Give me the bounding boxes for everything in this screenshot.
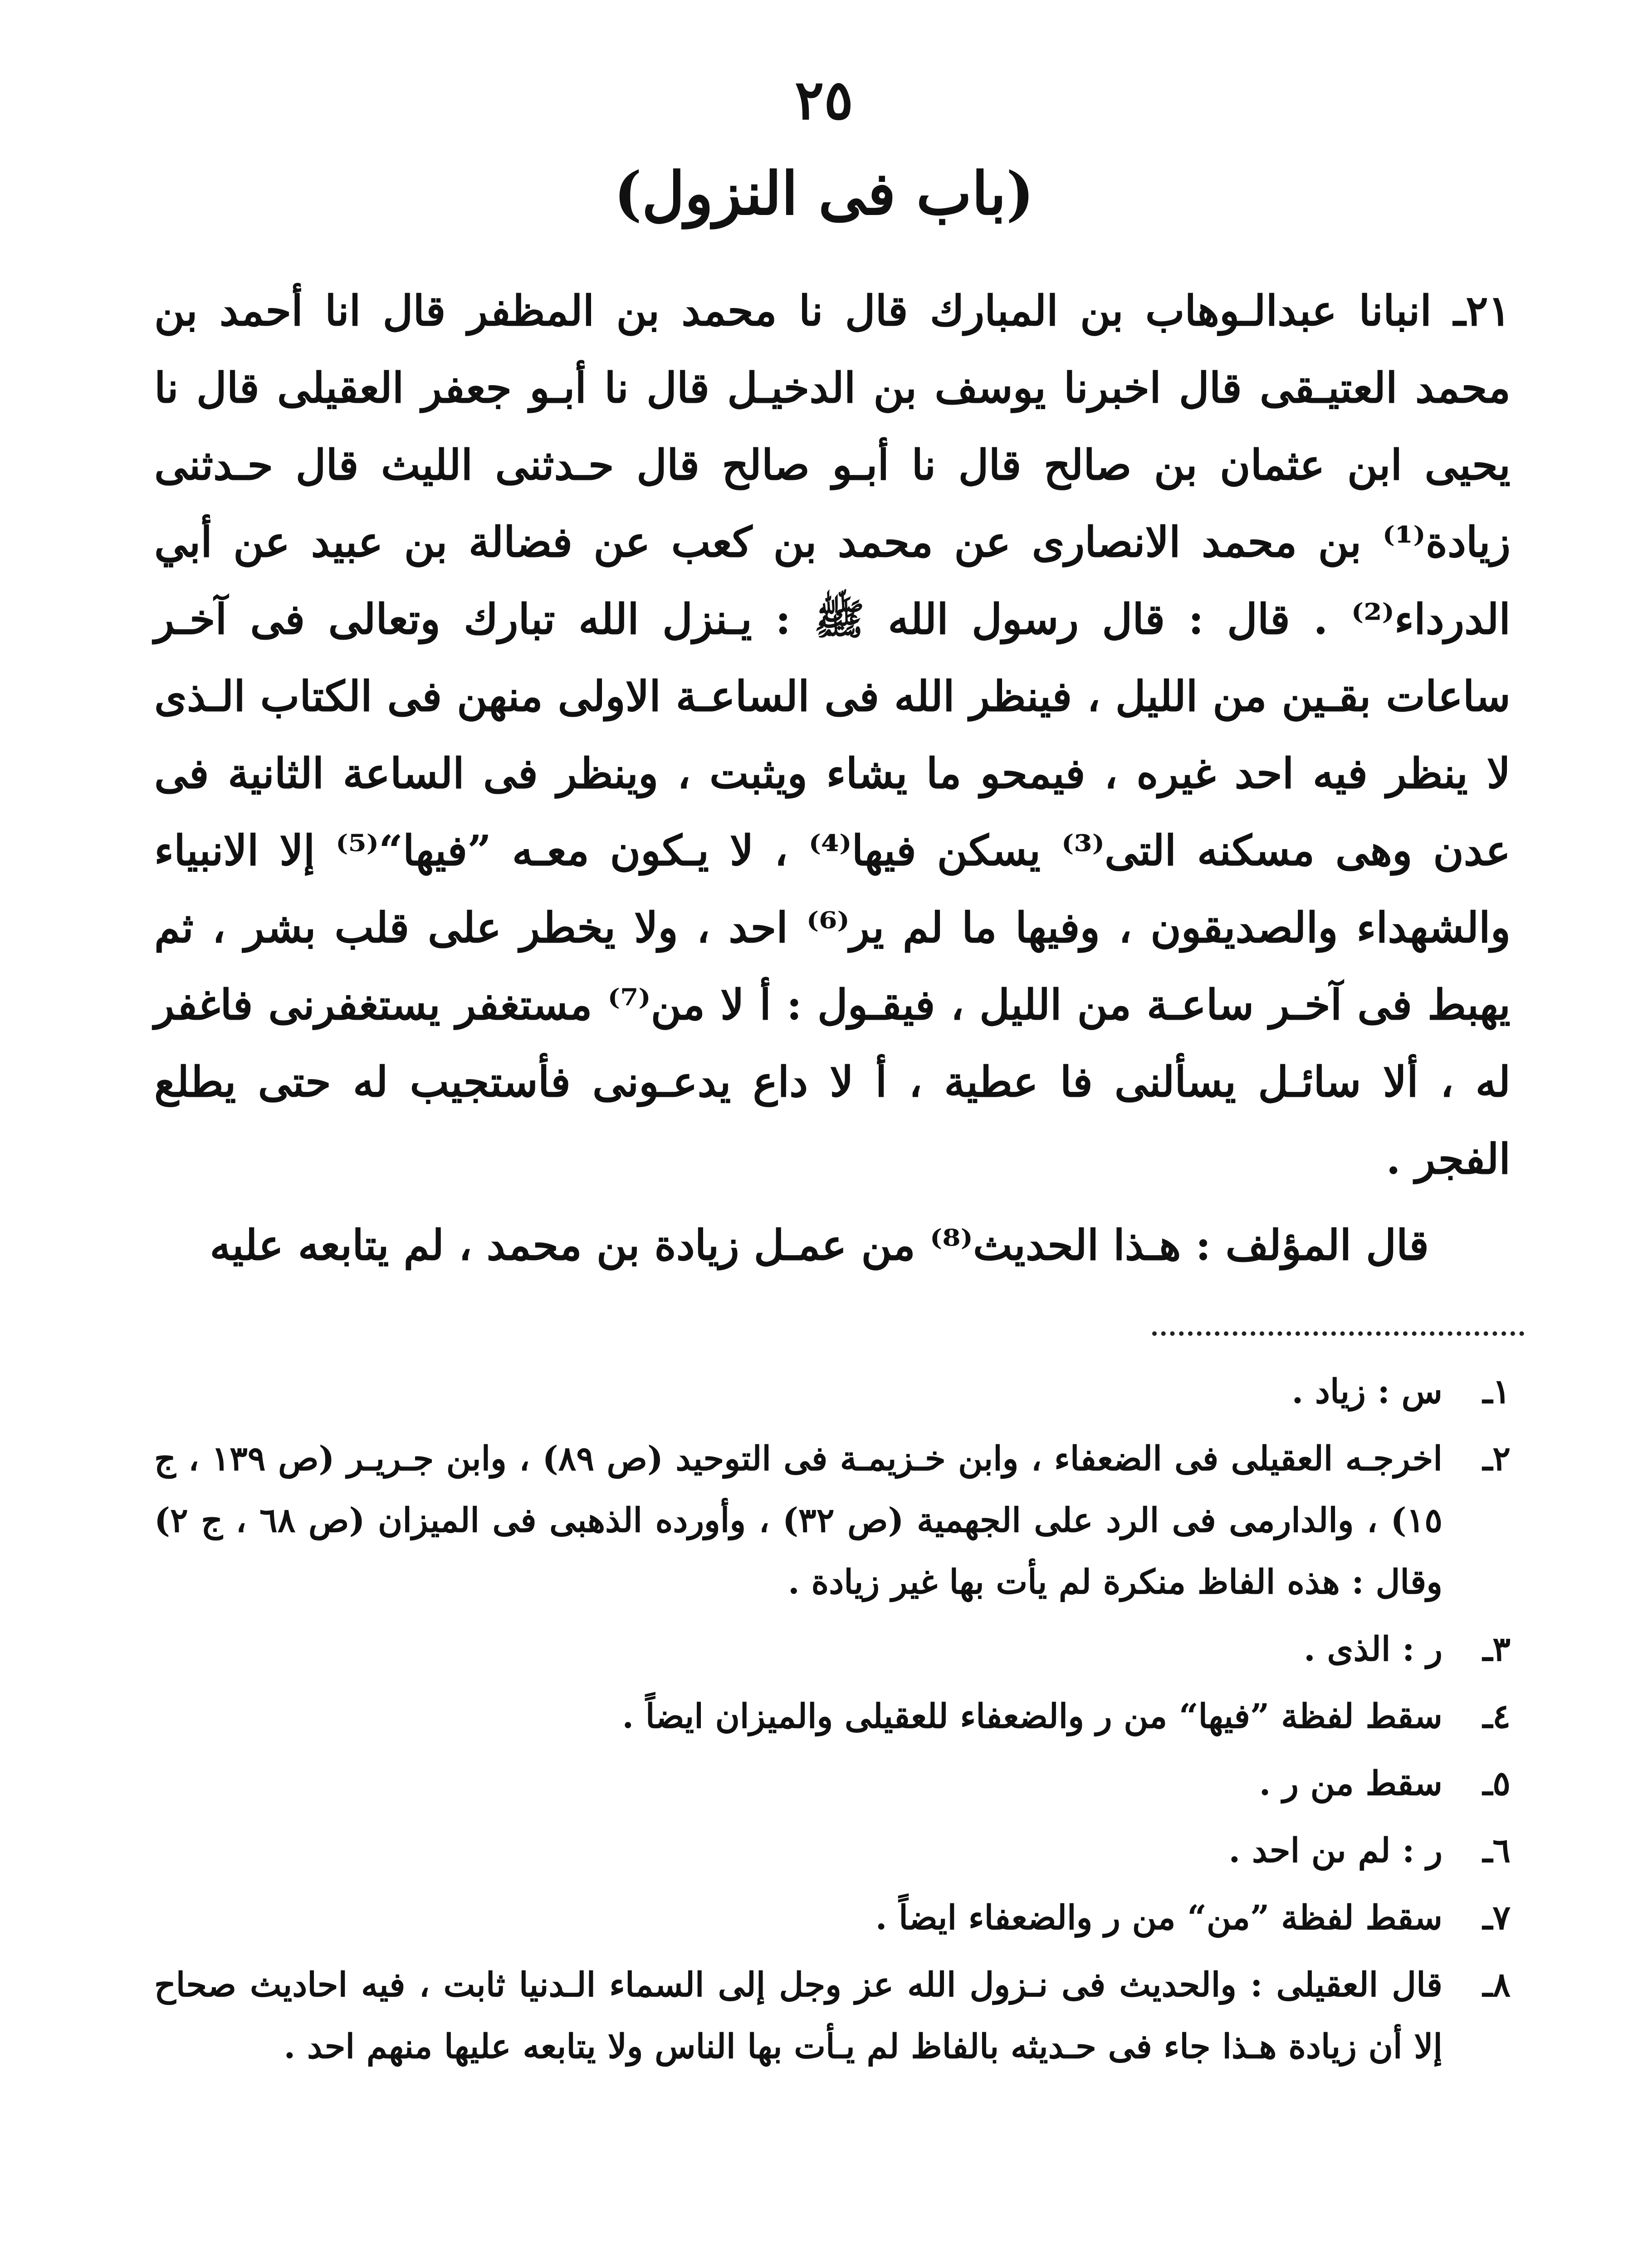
footnote-text: سقط لفظة ”من“ من ر والضعفاء ايضاً .: [875, 1898, 1443, 1937]
footnote-text: قال العقيلى : والحديث فى نـزول الله عز وجل إلى السماء الـدنيا ثابت ، فيه احاديث صحاح إلا أن زيادة هـذا جاء فى حـديثه بالفاظ لم يـأت بها الناس ولا يتابعه عليها منهم احد .: [154, 1965, 1443, 2066]
footnote-text: سقط من ر .: [1259, 1764, 1443, 1803]
footnote-item: [154, 1618, 1511, 1680]
footnote-text: اخرجـه العقيلى فى الضعفاء ، وابن خـزيمـة فى التوحيد (ص ٨٩) ، وابن جـريـر (ص ١٣٩ ، ج ١٥) ، والدارمى فى الرد على الجهمية (ص ٣٢) ، وأورده الذهبى فى الميزان (ص ٦٨ ، ج ٢) وقال : هذه الفاظ منكرة لم يأت بها غير زيادة .: [154, 1439, 1443, 1602]
footnote-item: [154, 1954, 1511, 2077]
footnote-text: ر : لم ىن احد .: [1228, 1831, 1443, 1870]
footnote-number: ٧ـ: [1482, 1898, 1511, 1937]
footnote-number: ٣ـ: [1482, 1630, 1511, 1669]
footnote-text: ر : الذى .: [1304, 1630, 1443, 1669]
footnote-text: سقط لفظة ”فيها“ من ر والضعفاء للعقيلى والميزان ايضاً .: [622, 1697, 1443, 1736]
footnote-number: ١ـ: [1482, 1372, 1511, 1411]
footnote-number: ٢ـ: [1482, 1439, 1511, 1478]
footnote-item: [154, 1428, 1511, 1613]
footnote-separator: [1152, 1331, 1524, 1336]
footnote-text: س : زياد .: [1291, 1372, 1443, 1411]
footnote-item: [154, 1820, 1511, 1882]
author-note: قال المؤلف : هـذا الحديث⁽⁸⁾ من عمـل زيادة بن محمد ، لم يتابعه عليه: [210, 1221, 1429, 1270]
footnote-item: [154, 1686, 1511, 1747]
footnote-item: [154, 1361, 1511, 1422]
footnote-number: ٤ـ: [1482, 1697, 1511, 1736]
footnote-number: ٦ـ: [1482, 1831, 1511, 1870]
footnotes-list: [154, 1361, 1511, 2083]
footnote-item: [154, 1753, 1511, 1814]
chapter-title: (باب فى النزول): [614, 159, 1034, 228]
footnote-number: ٨ـ: [1482, 1965, 1511, 2004]
hadith-text: انبانا عبدالـوهاب بن المبارك قال نا محمد بن المظفر قال انا أحمد بن محمد العتيـقى قال اخبرنا يوسف بن الدخيـل قال نا أبـو جعفر العقيلى قال نا يحيى ابن عثمان بن صالح قال نا أبـو صالح قال حـدثنى الليث قال حـدثنى زيادة⁽¹⁾ بن محمد الانصارى عن محمد بن كعب عن فضالة بن عبيد عن أبي الدرداء⁽²⁾ . قال : قال رسول الله ﷺ : يـنزل الله تبارك وتعالى فى آخـر ساعات بقـين من الليل ، فينظر الله فى الساعـة الاولى منهن فى الكتاب الـذى لا ينظر فيه احد غيره ، فيمحو ما يشاء ويثبت ، وينظر فى الساعة الثانية فى عدن وهى مسكنه التى⁽³⁾ يسكن فيها⁽⁴⁾ ، لا يـكون معـه ”فيها“⁽⁵⁾ إلا الانبياء والشهداء والصديقون ، وفيها ما لم ير⁽⁶⁾ احد ، ولا يخطر على قلب بشر ، ثم يهبط فى آخـر ساعـة من الليل ، فيقـول : أ لا من⁽⁷⁾ مستغفر يستغفرنى فاغفر له ، ألا سائـل يسألنى فا عطية ، أ لا داع يدعـونى فأستجيب له حتى يطلع الفجر .: [154, 286, 1511, 1183]
hadith-paragraph: [154, 272, 1511, 1198]
footnote-item: [154, 1887, 1511, 1949]
footnote-number: ٥ـ: [1482, 1764, 1511, 1803]
hadith-block: [154, 272, 1511, 1198]
hadith-number: ٢١ـ: [1453, 286, 1511, 335]
page-number: ٢٥: [795, 68, 853, 132]
